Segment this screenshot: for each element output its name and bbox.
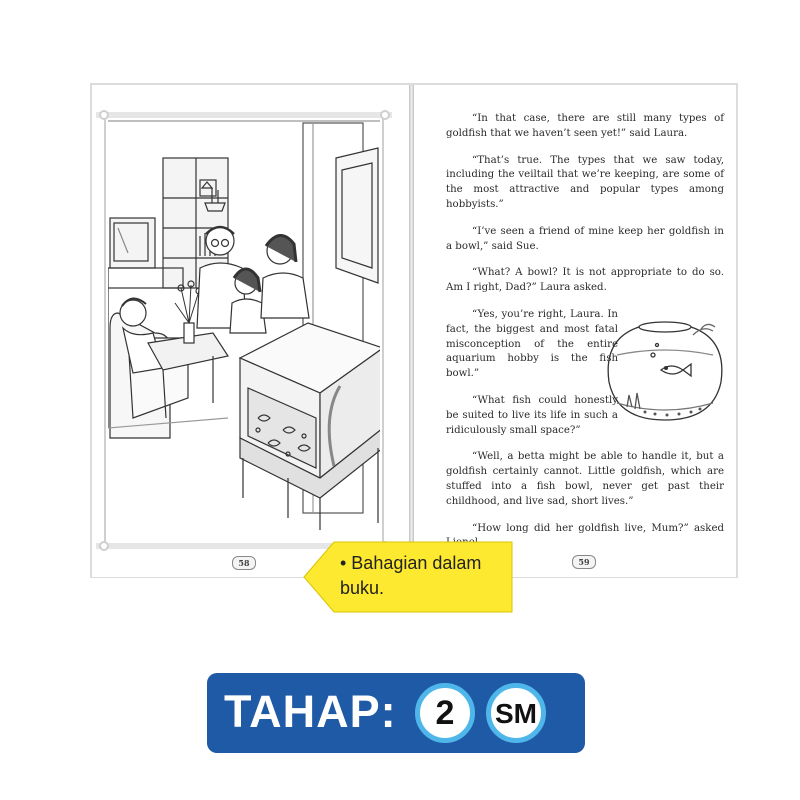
book-gutter	[409, 85, 414, 577]
paragraph: “How long did her goldfish live, Mum?” asked	[472, 522, 724, 534]
right-page-number: 59	[572, 555, 596, 569]
paragraph: “In that case, there are still many types of goldfish that we haven’t seen yet!” said Laura.	[446, 113, 724, 139]
family-aquarium-illustration	[108, 118, 380, 543]
frame-knob-tr	[380, 110, 390, 120]
left-page-number: 58	[232, 556, 256, 570]
paragraph: “What fish could honestly be suited to live its life in such a ridiculously small space?”	[446, 394, 618, 436]
paragraph: “That’s true. The types that we saw today, including the veiltail that we’re keeping, are some of the most attractive and popular types among hobbyists.”	[446, 154, 724, 210]
level-grade-badge: SM	[486, 683, 546, 743]
callout-label: • Bahagian dalam buku.	[340, 553, 482, 598]
paragraph: “Well, a betta might be able to handle it, but a goldfish certainly cannot. Little goldfish, which are stuffed into a fish bowl, never get past their childhood, and live sad, short lives.”	[446, 451, 724, 507]
paragraph: “I’ve seen a friend of mine keep her goldfish in a bowl,” said Sue.	[446, 225, 724, 252]
level-number-badge: 2	[415, 683, 475, 743]
paragraph: “What? A bowl? It is not appropriate to do so. Am I right, Dad?” Laura asked.	[446, 267, 724, 294]
paragraph: “Yes, you’re right, Laura. In fact, the biggest and most fatal misconception of the entire aquarium hobby is the fish bowl.”	[446, 308, 618, 380]
fishbowl-illustration	[605, 315, 725, 425]
level-banner-label: TAHAP:	[224, 686, 397, 737]
